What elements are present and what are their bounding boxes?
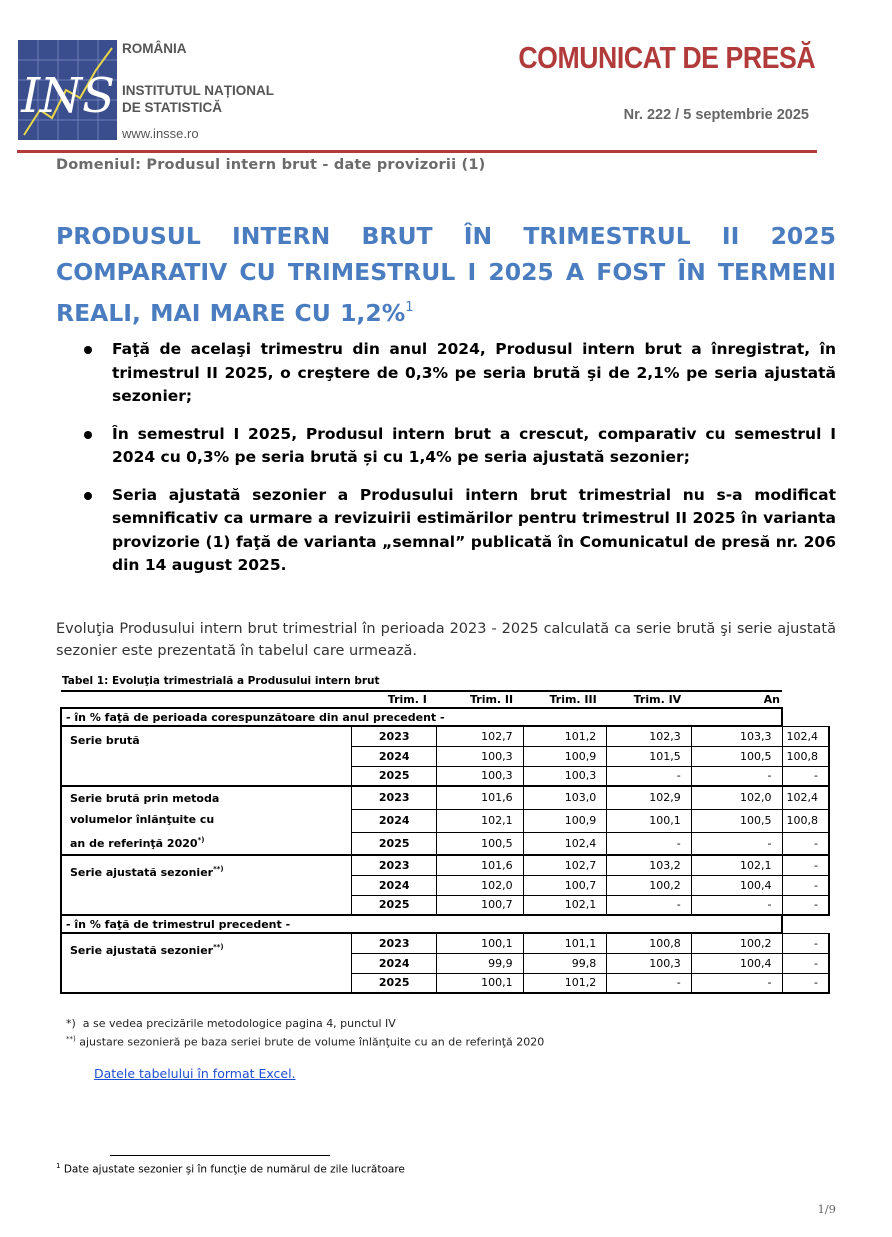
table-row: 2025 100,7 102,1 - - - bbox=[61, 895, 829, 915]
bullet-icon bbox=[84, 346, 92, 354]
table-row: 2024 99,9 99,8 100,3 100,4 - bbox=[61, 953, 829, 973]
domain-line: Domeniul: Produsul intern brut - date provizorii (1) bbox=[56, 157, 486, 173]
table-row: 2024 102,1 100,9 100,1 100,5 100,8 bbox=[61, 809, 829, 832]
column-header: An bbox=[691, 691, 782, 708]
row-label: Serie brută prin metoda volumelor înlănţuite cu an de referinţă 2020*) bbox=[61, 786, 352, 855]
ins-logo bbox=[18, 40, 117, 140]
column-header: Trim. I bbox=[352, 691, 437, 708]
table-caption: Tabel 1: Evoluţia trimestrială a Produsului intern brut bbox=[62, 675, 380, 687]
institute-name bbox=[122, 82, 274, 116]
footnote: $^1$ Date ajustate sezonier şi în funcţie de numărul de zile lucrătoare bbox=[56, 1162, 405, 1176]
table-row: 2024 100,3 100,9 101,5 100,5 100,8 bbox=[61, 746, 829, 766]
table-row: Serie ajustată sezonier**) 2023 101,6 102,7 103,2 102,1 - bbox=[61, 855, 829, 875]
table-row: 2025 100,3 100,3 - - - bbox=[61, 766, 829, 786]
section-header: - în % faţă de trimestrul precedent - bbox=[61, 915, 782, 933]
headline-footnote-mark: 1 bbox=[405, 300, 414, 315]
issue-number: Nr. 222 / 5 septembrie 2025 bbox=[623, 107, 809, 123]
headline bbox=[56, 218, 836, 331]
header-rule bbox=[17, 150, 817, 153]
table-row: Serie brută prin metoda volumelor înlănţuite cu an de referinţă 2020*) 2023 101,6 103,0 102,9 102,0 102,4 bbox=[61, 786, 829, 809]
website: www.insse.ro bbox=[122, 126, 199, 141]
institute-line-2: DE STATISTICĂ bbox=[122, 100, 222, 115]
footnote-rule bbox=[110, 1155, 330, 1156]
key-points bbox=[84, 338, 836, 592]
excel-data-link[interactable]: Datele tabelului în format Excel. bbox=[94, 1066, 296, 1081]
column-header: Trim. IV bbox=[607, 691, 691, 708]
row-label: Serie ajustată sezonier**) bbox=[61, 855, 352, 915]
table-row: 2024 102,0 100,7 100,2 100,4 - bbox=[61, 875, 829, 895]
institute-line-1: INSTITUTUL NAȚIONAL bbox=[122, 83, 274, 98]
column-header: Trim. II bbox=[437, 691, 523, 708]
page-number: 1/9 bbox=[817, 1202, 836, 1216]
gdp-table bbox=[60, 690, 830, 994]
country-name: ROMÂNIA bbox=[122, 41, 187, 56]
logo-text: INS bbox=[21, 68, 115, 124]
table-header-row bbox=[61, 691, 829, 708]
table-note: *) a se vedea precizările metodologice pagina 4, punctul IV bbox=[66, 1017, 396, 1030]
press-release-title: COMUNICAT DE PRESĂ bbox=[518, 40, 815, 75]
row-label: Serie ajustată sezonier**) bbox=[61, 933, 352, 993]
section-header: - în % faţă de perioada corespunzătoare din anul precedent - bbox=[61, 708, 782, 726]
table-row: 2025 100,1 101,2 - - - bbox=[61, 973, 829, 993]
key-point: Faţă de acelaşi trimestru din anul 2024, Produsul intern brut a înregistrat, în trimestrul II 2025, o creştere de 0,3% pe seria brută şi de 2,1% pe seria ajustată sezonier; bbox=[84, 338, 836, 409]
row-label: Serie brută bbox=[61, 726, 352, 786]
bullet-icon bbox=[84, 431, 92, 439]
table-note: **) ajustare sezonieră pe baza seriei brute de volume înlănţuite cu an de referinţă 2020 bbox=[66, 1035, 545, 1049]
key-point: Seria ajustată sezonier a Produsului intern brut trimestrial nu s-a modificat semnificativ ca urmare a revizuirii estimărilor pentru trimestrul II 2025 în varianta provizorie (1) faţă de varianta „semnal” publicată în Comunicatul de presă nr. 206 din 14 august 2025. bbox=[84, 484, 836, 578]
key-point: În semestrul I 2025, Produsul intern brut a crescut, comparativ cu semestrul I 2024 cu 0,3% pe seria brută și cu 1,4% pe seria ajustată sezonier; bbox=[84, 423, 836, 470]
table-row: Serie ajustată sezonier**) 2023 100,1 101,1 100,8 100,2 - bbox=[61, 933, 829, 953]
intro-paragraph: Evoluţia Produsului intern brut trimestrial în perioada 2023 - 2025 calculată ca serie brută şi serie ajustată sezonier este prezentată în tabelul care urmează. bbox=[56, 621, 836, 659]
table-row: 2025 100,5 102,4 - - - bbox=[61, 832, 829, 855]
headline-text: PRODUSUL INTERN BRUT ÎN TRIMESTRUL II 2025 COMPARATIV CU TRIMESTRUL I 2025 A FOST ÎN TERMENI REALI, MAI MARE CU 1,2% bbox=[56, 222, 836, 327]
column-header: Trim. III bbox=[523, 691, 607, 708]
table-row: Serie brută 2023 102,7 101,2 102,3 103,3 102,4 bbox=[61, 726, 829, 746]
bullet-icon bbox=[84, 492, 92, 500]
